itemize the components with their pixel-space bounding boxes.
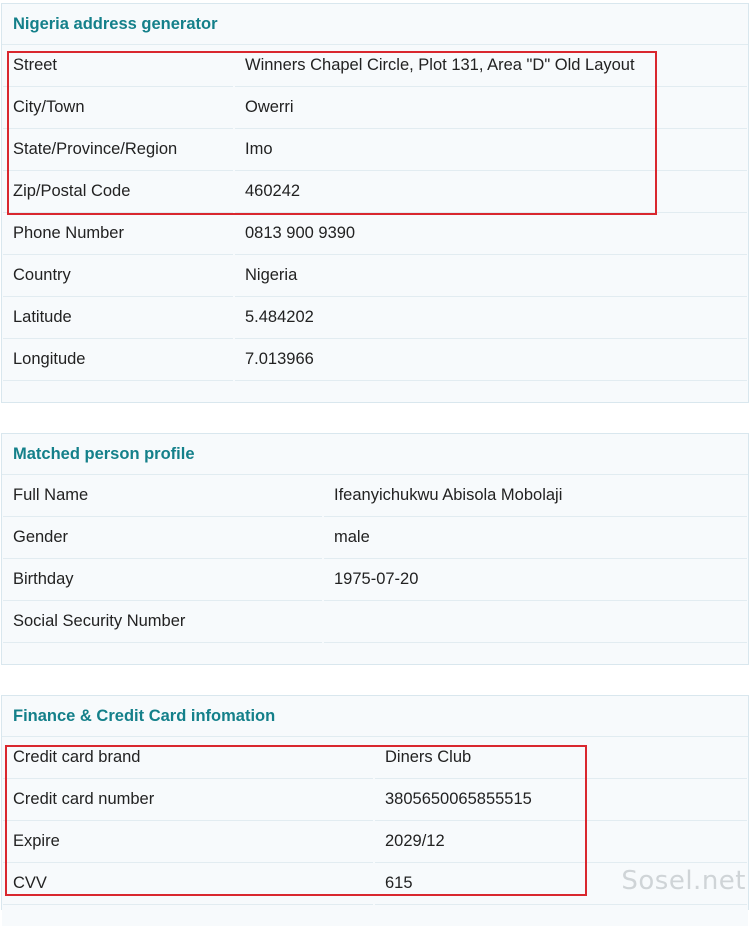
table-row xyxy=(3,475,747,517)
table-row xyxy=(3,559,747,601)
full-name-label: Full Name xyxy=(3,475,322,517)
state-value: Imo xyxy=(235,129,747,171)
longitude-value: 7.013966 xyxy=(235,339,747,381)
person-panel-title: Matched person profile xyxy=(2,434,748,475)
table-row xyxy=(3,737,747,779)
watermark: Sosel.net xyxy=(621,866,746,896)
ssn-label: Social Security Number xyxy=(3,601,322,643)
state-label: State/Province/Region xyxy=(3,129,233,171)
gender-label: Gender xyxy=(3,517,322,559)
address-table xyxy=(2,45,748,402)
table-row xyxy=(3,171,747,213)
expire-label: Expire xyxy=(3,821,373,863)
phone-value: 0813 900 9390 xyxy=(235,213,747,255)
full-name-value: Ifeanyichukwu Abisola Mobolaji xyxy=(324,475,747,517)
table-row xyxy=(3,821,747,863)
table-row xyxy=(3,129,747,171)
cvv-value: 615 xyxy=(375,863,747,905)
latitude-label: Latitude xyxy=(3,297,233,339)
zip-label: Zip/Postal Code xyxy=(3,171,233,213)
table-row xyxy=(3,255,747,297)
address-panel-title: Nigeria address generator xyxy=(2,4,748,45)
card-brand-label: Credit card brand xyxy=(3,737,373,779)
table-row xyxy=(3,45,747,87)
gender-value: male xyxy=(324,517,747,559)
address-panel xyxy=(1,3,749,403)
country-value: Nigeria xyxy=(235,255,747,297)
card-brand-value: Diners Club xyxy=(375,737,747,779)
table-row xyxy=(3,517,747,559)
card-number-value: 3805650065855515 xyxy=(375,779,747,821)
table-row xyxy=(3,339,747,381)
ssn-value xyxy=(324,601,747,643)
card-number-label: Credit card number xyxy=(3,779,373,821)
cvv-label: CVV xyxy=(3,863,373,905)
city-label: City/Town xyxy=(3,87,233,129)
table-row xyxy=(3,601,747,643)
phone-label: Phone Number xyxy=(3,213,233,255)
zip-value: 460242 xyxy=(235,171,747,213)
finance-panel-title: Finance & Credit Card infomation xyxy=(2,696,748,737)
person-table xyxy=(2,475,748,664)
table-row xyxy=(3,213,747,255)
birthday-label: Birthday xyxy=(3,559,322,601)
street-label: Street xyxy=(3,45,233,87)
latitude-value: 5.484202 xyxy=(235,297,747,339)
street-value: Winners Chapel Circle, Plot 131, Area "D" Old Layout xyxy=(235,45,747,87)
table-row xyxy=(3,297,747,339)
table-row xyxy=(3,779,747,821)
longitude-label: Longitude xyxy=(3,339,233,381)
expire-value: 2029/12 xyxy=(375,821,747,863)
table-row xyxy=(3,87,747,129)
finance-table xyxy=(2,737,748,926)
country-label: Country xyxy=(3,255,233,297)
city-value: Owerri xyxy=(235,87,747,129)
person-panel xyxy=(1,433,749,665)
birthday-value: 1975-07-20 xyxy=(324,559,747,601)
